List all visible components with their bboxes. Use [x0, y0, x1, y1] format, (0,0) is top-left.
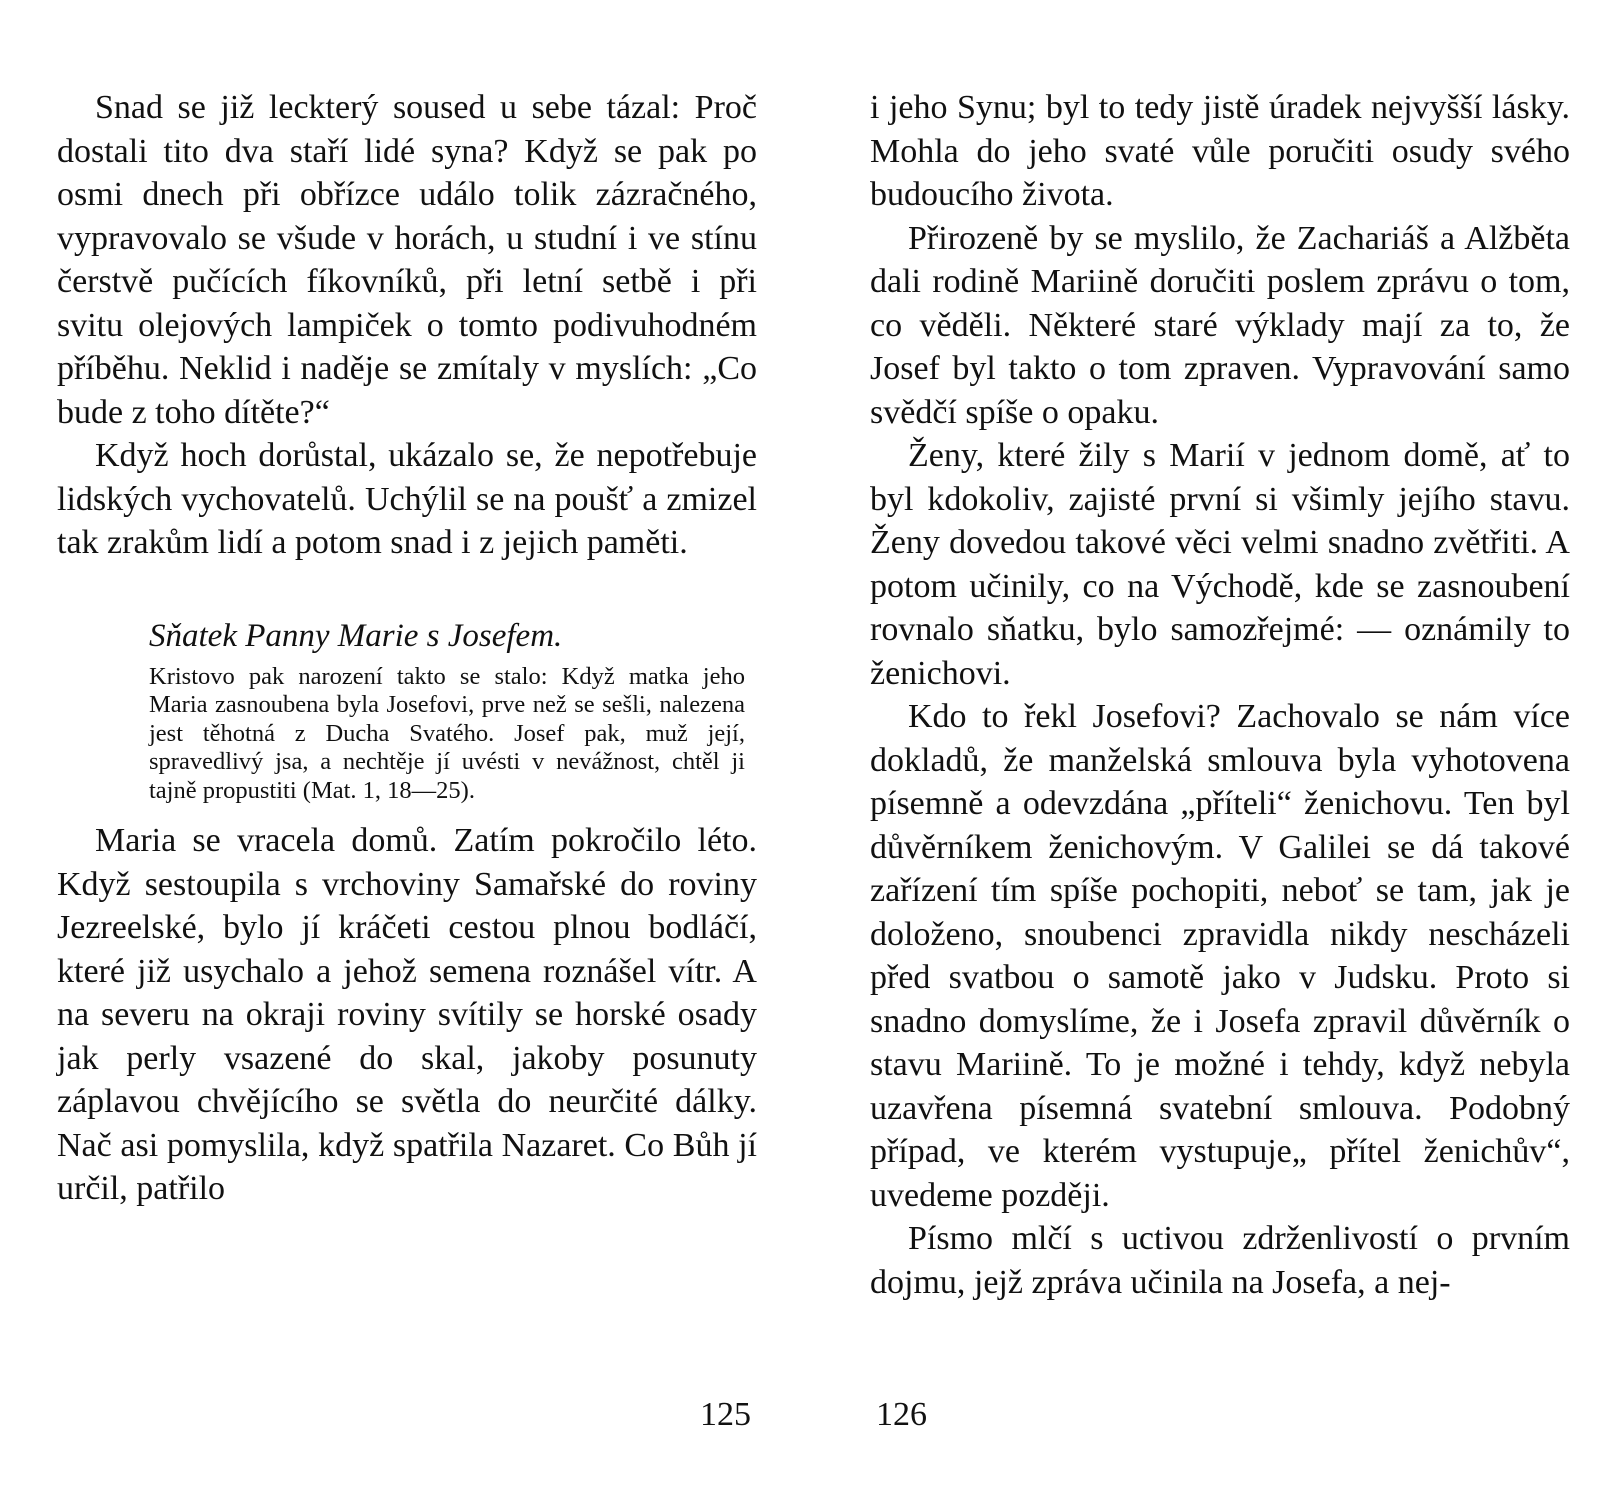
- right-page: [870, 86, 1570, 1304]
- paragraph: Snad se již leckterý soused u sebe tázal: Proč dostali tito dva staří lidé syna? Když se pak po osmi dnech při obřízce událo tolik zázračného, vypravovalo se všude v horách, u studní i ve stínu čerstvě pučících fíkovníků, při letní setbě i při svitu olejových lampiček o tomto podivuhodném příběhu. Neklid i naděje se zmítaly v myslích: „Co bude z toho dítěte?“: [57, 89, 757, 431]
- left-page: [57, 86, 757, 1211]
- paragraph: Písmo mlčí s uctivou zdrženlivostí o prvním dojmu, jejž zpráva učinila na Josefa, a nej-: [870, 1220, 1570, 1301]
- paragraph: Přirozeně by se myslilo, že Zachariáš a Alžběta dali rodině Mariině doručiti poslem zprávu o tom, co věděli. Některé staré výklady mají za to, že Josef byl takto o tom zpraven. Vypravování samo svědčí spíše o opaku.: [870, 219, 1570, 431]
- scripture-quote: Kristovo pak narození takto se stalo: Když matka jeho Maria zasnoubena byla Josefovi, prve než se sešli, nalezena jest těhotná z Ducha Svatého. Josef pak, muž její, spravedlivý jsa, a nechtěje jí uvésti v nevážnost, chtěl ji tajně propustiti (Mat. 1, 18—25).: [149, 662, 745, 804]
- paragraph: Maria se vracela domů. Zatím pokročilo léto. Když sestoupila s vrchoviny Samařské do roviny Jezreelské, bylo jí kráčeti cestou plnou bodláčí, které již usychalo a jehož semena roznášel vítr. A na severu na okraji roviny svítily se horské osady jak perly vsazené do skal, jakoby posunuty záplavou chvějícího se světla do neurčité dálky. Nač asi pomyslila, když spatřila Nazaret. Co Bůh jí určil, patřilo: [57, 822, 757, 1207]
- section-title: Sňatek Panny Marie s Josefem.: [149, 617, 563, 654]
- paragraph: Kdo to řekl Josefovi? Zachovalo se nám více dokladů, že manželská smlouva byla vyhotovena písemně a odevzdána „příteli“ ženichovu. Ten byl důvěrníkem ženichovým. V Galilei se dá takové zařízení tím spíše pochopiti, neboť se tam, jak je doloženo, snoubenci zpravidla nikdy nescházeli před svatbou o samotě jako v Judsku. Proto si snadno domyslíme, že i Josefa zpravil důvěrník o stavu Mariině. To je možné i tehdy, když nebyla uzavřena písemná svatební smlouva. Podobný případ, ve kterém vystupuje„ přítel ženichův“, uvedeme později.: [870, 698, 1570, 1214]
- page-number-left: 125: [700, 1396, 751, 1433]
- paragraph: Když hoch dorůstal, ukázalo se, že nepotřebuje lidských vychovatelů. Uchýlil se na poušť a zmizel tak zrakům lidí a potom snad i z jejich paměti.: [57, 437, 757, 561]
- paragraph: Ženy, které žily s Marií v jednom domě, ať to byl kdokoliv, zajisté první si všimly jejího stavu. Ženy dovedou takové věci velmi snadno zvětřiti. A potom učinily, co na Východě, kde se zasnoubení rovnalo sňatku, bylo samozřejmé: — oznámily to ženichovi.: [870, 437, 1570, 692]
- page-number-right: 126: [876, 1396, 927, 1433]
- paragraph-continuation: i jeho Synu; byl to tedy jistě úradek nejvyšší lásky. Mohla do jeho svaté vůle poručiti osudy svého budoucího života.: [870, 89, 1570, 213]
